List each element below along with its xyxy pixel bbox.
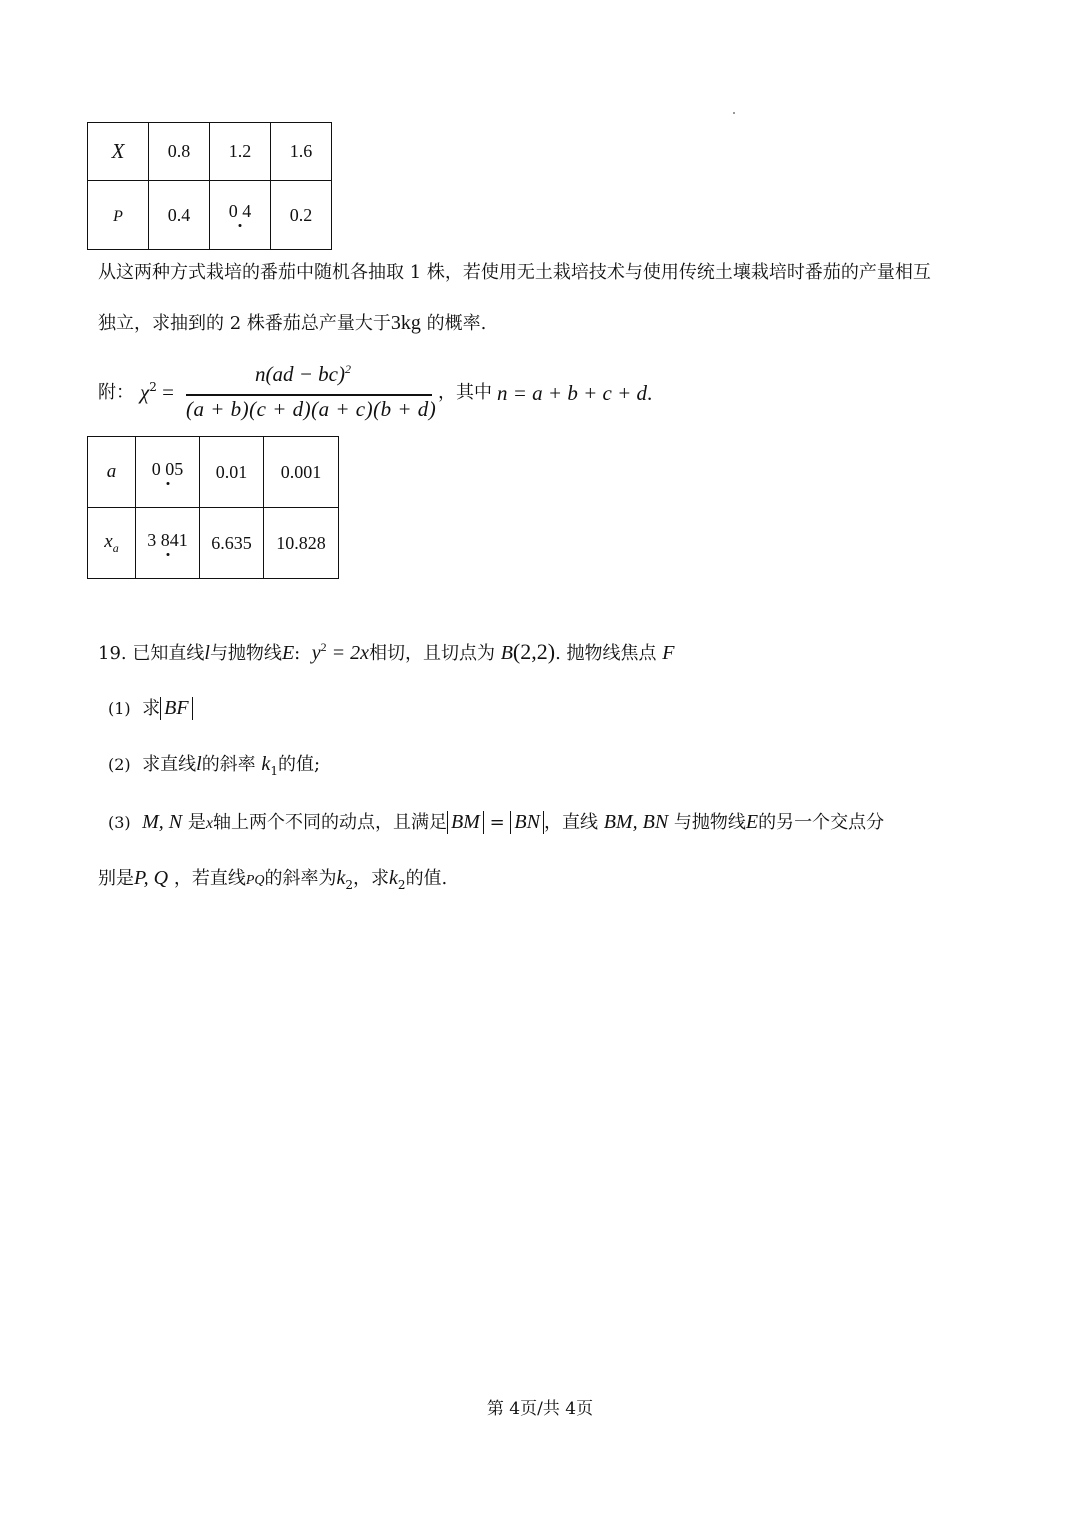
paragraph-line: 独立，求抽到的 2 株番茄总产量大于3kg 的概率. [98,312,487,334]
formula-denominator: (a + b)(c + d)(a + c)(b + d) [186,397,437,421]
question-19: 19. 已知直线l与抛物线E: $y^2 = 2x$相切，且切点为 B(2,2). 抛物线焦点 F [98,639,675,664]
formula-condition: n = a + b + c + d. [497,381,653,405]
part-2: (2) 求直线l的斜率 $k_1$的值; [108,753,321,778]
table1-cell: 0 4 [210,181,271,250]
formula-numerator: n(ad − bc)$^2$ [255,362,351,386]
table1-header-p: P [88,181,149,250]
critical-value-table [87,436,339,579]
table2-cell: 0.01 [200,437,264,508]
formula-suffix: ，其中 [438,382,492,403]
page-footer: 第 4页/共 4页 [486,1399,594,1419]
stray-dot [733,112,735,114]
distribution-table [87,122,332,250]
table1-cell: 0.2 [271,181,332,250]
table2-header-x: $x_a$ [88,508,136,579]
formula-prefix: 附： [98,382,134,403]
table1-cell: 1.6 [271,123,332,181]
table2-cell: 0 05 [136,437,200,508]
part-3-line-1: (3) M, N 是x轴上两个不同的动点，且满足 BM = BN ，直线 BM, BN 与抛物线E的另一个交点分 [108,811,885,833]
table1-header-x: X [88,123,149,181]
chi-square-lhs: $\chi^2$ = [140,380,174,404]
table2-cell: 3 841 [136,508,200,579]
part-3-line-2: 别是P, Q ，若直线PQ的斜率为$k_2$，求$k_2$的值. [98,867,448,892]
part-1: (1) 求 BF [108,697,193,720]
table1-cell: 0.4 [149,181,210,250]
table2-cell: 6.635 [200,508,264,579]
fraction-bar [186,394,432,396]
table2-header-a: a [88,437,136,508]
paragraph-line: 从这两种方式栽培的番茄中随机各抽取 1 株，若使用无土栽培技术与使用传统土壤栽培时番茄的产量相互 [98,262,931,283]
table1-cell: 0.8 [149,123,210,181]
table1-cell: 1.2 [210,123,271,181]
table2-cell: 0.001 [264,437,339,508]
table2-cell: 10.828 [264,508,339,579]
